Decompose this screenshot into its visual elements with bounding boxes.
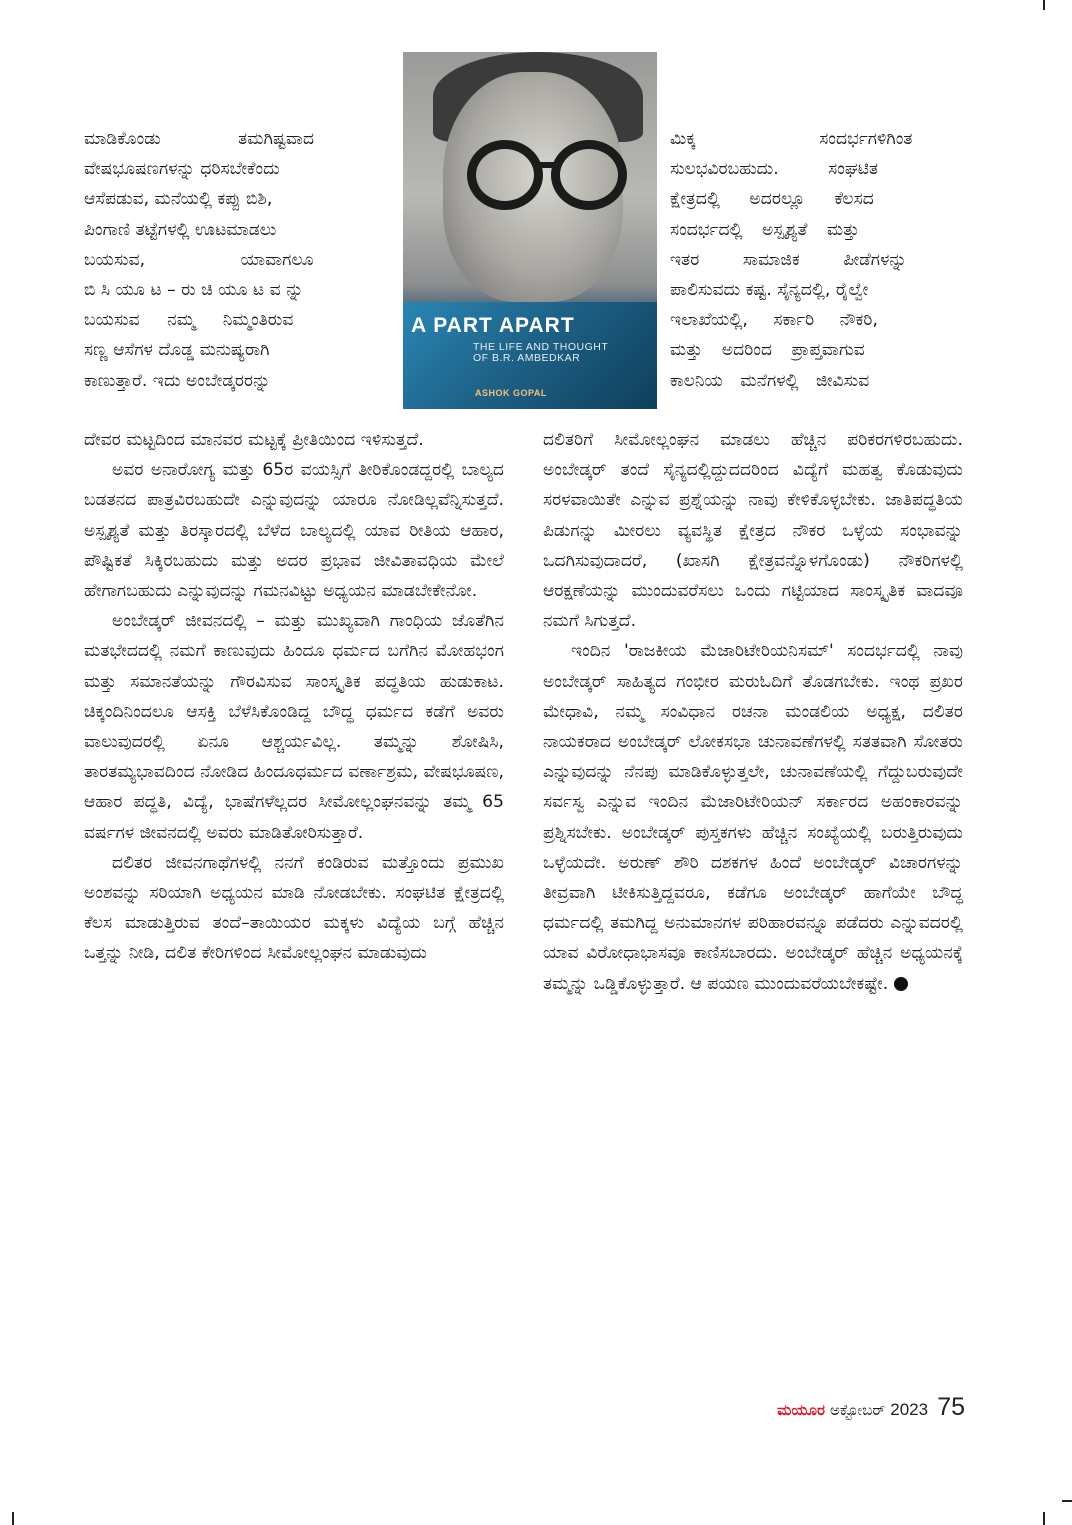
text-line: ಮಾಡಿಕೊಂಡು ತಮಗಿಷ್ಟವಾದ	[84, 129, 315, 149]
text-line: ಕಾಲನಿಯ ಮನೆಗಳಲ್ಲಿ ಜೀವಿಸುವ	[670, 370, 870, 391]
crop-mark-bottom-left	[12, 1512, 14, 1525]
paragraph: ಅಂಬೇಡ್ಕರ್ ಜೀವನದಲ್ಲಿ – ಮತ್ತು ಮುಖ್ಯವಾಗಿ ಗಾಂಧಿಯ ಜೊತೆಗಿನ ಮತಭೇದದಲ್ಲಿ ನಮಗೆ ಕಾಣುವುದು ಹಿಂದೂ ಧರ್ಮದ ಬಗೆಗಿನ ಮೋಹಭಂಗ ಮತ್ತು ಸಮಾನತೆಯನ್ನು ಗೌರವಿಸುವ ಸಾಂಸ್ಕೃತಿಕ ಪದ್ಧತಿಯ ಹುಡುಕಾಟ. ಚಿಕ್ಕಂದಿನಿಂದಲೂ ಆಸಕ್ತಿ ಬೆಳೆಸಿಕೊಂಡಿದ್ದ ಬೌದ್ಧ ಧರ್ಮದ ಕಡೆಗೆ ಅವರು ವಾಲುವುದರಲ್ಲಿ ಏನೂ ಆಶ್ಚರ್ಯವಿಲ್ಲ. ತಮ್ಮನ್ನು ಶೋಷಿಸಿ, ತಾರತಮ್ಯಭಾವದಿಂದ ನೋಡಿದ ಹಿಂದೂಧರ್ಮದ ವರ್ಣಾಶ್ರಮ, ವೇಷಭೂಷಣ, ಆಹಾರ ಪದ್ಧತಿ, ವಿದ್ಯೆ, ಭಾಷೆಗಳೆಲ್ಲದರ ಸೀಮೋಲ್ಲಂಘನವನ್ನು ತಮ್ಮ 65 ವರ್ಷಗಳ ಜೀವನದಲ್ಲಿ ಅವರು ಮಾಡಿತೋರಿಸುತ್ತಾರೆ.	[84, 611, 504, 843]
text-line: ಸಂದರ್ಭದಲ್ಲಿ ಅಸ್ಪೃಶ್ಯತೆ ಮತ್ತು	[670, 219, 860, 240]
cover-title: A PART APART	[411, 314, 575, 337]
text-line: ಪಿಂಗಾಣಿ ತಟ್ಟೆಗಳಲ್ಲಿ ಊಟಮಾಡಲು	[84, 219, 277, 240]
crop-mark-bottom-right	[1043, 1512, 1045, 1525]
paragraph: ಅವರ ಅನಾರೋಗ್ಯ ಮತ್ತು 65ರ ವಯಸ್ಸಿಗೆ ತೀರಿಕೊಂಡದ್ದರಲ್ಲಿ ಬಾಲ್ಯದ ಬಡತನದ ಪಾತ್ರವಿರಬಹುದೇ ಎನ್ನುವುದನ್ನು ಯಾರೂ ನೋಡಿಲ್ಲವೆನ್ನಿಸುತ್ತದೆ. ಅಸ್ಪೃಶ್ಯತೆ ಮತ್ತು ತಿರಸ್ಕಾರದಲ್ಲಿ ಬೆಳೆದ ಬಾಲ್ಯದಲ್ಲಿ ಯಾವ ರೀತಿಯ ಆಹಾರ, ಪೌಷ್ಟಿಕತೆ ಸಿಕ್ಕಿರಬಹುದು ಮತ್ತು ಅದರ ಪ್ರಭಾವ ಜೀವಿತಾವಧಿಯ ಮೇಲೆ ಹೇಗಾಗಬಹುದು ಎನ್ನುವುದನ್ನು ಗಮನವಿಟ್ಟು ಅಧ್ಯಯನ ಮಾಡಬೇಕೇನೋ.	[84, 460, 504, 602]
text-line: ಸಣ್ಣ ಆಸೆಗಳ ದೊಡ್ಡ ಮನುಷ್ಯರಾಗಿ	[84, 340, 270, 361]
glasses-left-lens	[467, 140, 543, 210]
glasses-bridge	[540, 162, 554, 168]
crop-mark-right-mid	[1062, 1500, 1072, 1502]
text-line: ಬಯಸುವ ನಮ್ಮ ನಿಮ್ಮಂತಿರುವ	[84, 310, 294, 331]
text-line: ಬಿ ಸಿ ಯೂ ಟ – ರು ಚಿ ಯೂ ಟ ವ ನ್ನು	[84, 280, 304, 301]
issue-month: ಅಕ್ಟೋಬರ್	[830, 1401, 886, 1419]
text-line: ಕಾಣುತ್ತಾರೆ. ಇದು ಅಂಬೇಡ್ಕರರನ್ನು	[84, 370, 271, 391]
book-cover-image	[403, 52, 657, 409]
paragraph-text: ಇಂದಿನ 'ರಾಜಕೀಯ ಮೆಜಾರಿಟೇರಿಯನಿಸಮ್' ಸಂದರ್ಭದಲ್ಲಿ ನಾವು ಅಂಬೇಡ್ಕರ್ ಸಾಹಿತ್ಯದ ಗಂಭೀರ ಮರುಓದಿಗೆ ತೊಡಗಬೇಕು. ಇಂಥ ಪ್ರಖರ ಮೇಧಾವಿ, ನಮ್ಮ ಸಂವಿಧಾನ ರಚನಾ ಮಂಡಲಿಯ ಅಧ್ಯಕ್ಷ, ದಲಿತರ ನಾಯಕರಾದ ಅಂಬೇಡ್ಕರ್ ಲೋಕಸಭಾ ಚುನಾವಣೆಗಳಲ್ಲಿ ಸತತವಾಗಿ ಸೋತರು ಎನ್ನುವುದನ್ನು ನೆನಪು ಮಾಡಿಕೊಳ್ಳುತ್ತಲೇ, ಚುನಾವಣೆಯಲ್ಲಿ ಗೆದ್ದುಬರುವುದೇ ಸರ್ವಸ್ವ ಎನ್ನುವ ಇಂದಿನ ಮೆಜಾರಿಟೇರಿಯನ್ ಸರ್ಕಾರದ ಅಹಂಕಾರವನ್ನು ಪ್ರಶ್ನಿಸಬೇಕು. ಅಂಬೇಡ್ಕರ್ ಪುಸ್ತಕಗಳು ಹೆಚ್ಚಿನ ಸಂಖ್ಯೆಯಲ್ಲಿ ಬರುತ್ತಿರುವುದು ಒಳ್ಳೆಯದೇ. ಅರುಣ್ ಶೌರಿ ದಶಕಗಳ ಹಿಂದೆ ಅಂಬೇಡ್ಕರ್ ವಿಚಾರಗಳನ್ನು ತೀವ್ರವಾಗಿ ಟೀಕಿಸುತ್ತಿದ್ದವರೂ, ಕಡೆಗೂ ಅಂಬೇಡ್ಕರ್ ಹಾಗೆಯೇ ಬೌದ್ಧ ಧರ್ಮದಲ್ಲಿ ತಮಗಿದ್ದ ಅನುಮಾನಗಳ ಪರಿಹಾರವನ್ನೂ ಪಡೆದರು ಎನ್ನುವದರಲ್ಲಿ ಯಾವ ವಿರೋಧಾಭಾಸವೂ ಕಾಣಿಸಬಾರದು. ಅಂಬೇಡ್ಕರ್ ಹೆಚ್ಚಿನ ಅಧ್ಯಯನಕ್ಕೆ ತಮ್ಮನ್ನು ಒಡ್ಡಿಕೊಳ್ಳುತ್ತಾರೆ. ಆ ಪಯಣ ಮುಂದುವರೆಯಬೇಕಷ್ಟೇ.	[543, 641, 963, 994]
article-column-right-top	[670, 124, 962, 396]
text-line: ಬಯಸುವ, ಯಾವಾಗಲೂ	[84, 249, 314, 270]
page-footer	[700, 1393, 965, 1422]
paragraph: ದಲಿತರ ಜೀವನಗಾಥೆಗಳಲ್ಲಿ ನನಗೆ ಕಂಡಿರುವ ಮತ್ತೊಂದು ಪ್ರಮುಖ ಅಂಶವನ್ನು ಸರಿಯಾಗಿ ಅಧ್ಯಯನ ಮಾಡಿ ನೋಡಬೇಕು. ಸಂಘಟಿತ ಕ್ಷೇತ್ರದಲ್ಲಿ ಕೆಲಸ ಮಾಡುತ್ತಿರುವ ತಂದೆ–ತಾಯಿಯರ ಮಕ್ಕಳು ವಿದ್ಯೆಯ ಬಗ್ಗೆ ಹೆಚ್ಚಿನ ಒತ್ತನ್ನು ನೀಡಿ, ದಲಿತ ಕೇರಿಗಳಿಂದ ಸೀಮೋಲ್ಲಂಘನ ಮಾಡುವುದು	[84, 852, 504, 964]
text-line: ಕ್ಷೇತ್ರದಲ್ಲಿ ಅದರಲ್ಲೂ ಕೆಲಸದ	[670, 189, 874, 210]
article-column-left-top	[84, 124, 394, 396]
issue-year: 2023	[890, 1400, 929, 1419]
text-line: ಆಸೆಪಡುವ, ಮನೆಯಲ್ಲಿ ಕಪ್ಪು ಬಿಶಿ,	[84, 189, 273, 210]
cover-author: ASHOK GOPAL	[475, 388, 547, 398]
page-number: 75	[937, 1393, 965, 1421]
text-line: ಮತ್ತು ಅದರಿಂದ ಪ್ರಾಪ್ತವಾಗುವ	[670, 340, 865, 361]
paragraph: ದಲಿತರಿಗೆ ಸೀಮೋಲ್ಲಂಘನ ಮಾಡಲು ಹೆಚ್ಚಿನ ಪರಿಕರಗಳಿರಬಹುದು. ಅಂಬೇಡ್ಕರ್ ತಂದೆ ಸೈನ್ಯದಲ್ಲಿದ್ದುದದರಿಂದ ವಿದ್ಯೆಗೆ ಮಹತ್ವ ಕೊಡುವುದು ಸರಳವಾಯಿತೇ ಎನ್ನುವ ಪ್ರಶ್ನೆಯನ್ನು ನಾವು ಕೇಳಿಕೊಳ್ಳಬೇಕು. ಜಾತಿಪದ್ಧತಿಯ ಪಿಡುಗನ್ನು ಮೀರಲು ವ್ಯವಸ್ಥಿತ ಕ್ಷೇತ್ರದ ನೌಕರ ಒಳ್ಳೆಯ ಸಂಭಾವನ್ನು ಒದಗಿಸುವುದಾದರೆ, (ಖಾಸಗಿ ಕ್ಷೇತ್ರವನ್ನೊಳಗೊಂಡು) ನೌಕರಿಗಳಲ್ಲಿ ಆರಕ್ಷಣೆಯನ್ನು ಮುಂದುವರೆಸಲು ಒಂದು ಗಟ್ಟಿಯಾದ ಸಾಂಸ್ಕೃತಿಕ ವಾದವೂ ನಮಗೆ ಸಿಗುತ್ತದೆ.	[543, 430, 963, 632]
glasses-right-lens	[551, 140, 627, 210]
magazine-name: ಮಯೂರ	[777, 1401, 825, 1419]
crop-mark-top-right	[1043, 0, 1045, 10]
end-mark-icon	[894, 977, 908, 991]
paragraph: ದೇವರ ಮಟ್ಟದಿಂದ ಮಾನವರ ಮಟ್ಟಕ್ಕೆ ಪ್ರೀತಿಯಿಂದ ಇಳಿಸುತ್ತದೆ.	[84, 430, 424, 450]
text-line: ಇಲಾಖೆಯಲ್ಲಿ, ಸರ್ಕಾರಿ ನೌಕರಿ,	[670, 310, 878, 331]
article-column-right-bottom	[543, 425, 963, 999]
text-line: ವೇಷಭೂಷಣಗಳನ್ನು ಧರಿಸಬೇಕೆಂದು	[84, 159, 280, 180]
text-line: ಪಾಲಿಸುವದು ಕಷ್ಟ. ಸೈನ್ಯದಲ್ಲಿ, ರೈಲ್ವೇ	[670, 280, 869, 301]
text-line: ಸುಲಭವಿರಬಹುದು. ಸಂಘಟಿತ	[670, 159, 879, 180]
text-line: ಇತರ ಸಾಮಾಜಿಕ ಪೀಡೆಗಳನ್ನು	[670, 249, 907, 270]
article-column-left-bottom	[84, 425, 504, 969]
paragraph-last	[543, 636, 963, 998]
cover-subtitle: THE LIFE AND THOUGHT OF B.R. AMBEDKAR	[473, 341, 609, 364]
text-line: ಮಿಕ್ಕ ಸಂದರ್ಭಗಳಿಗಿಂತ	[670, 129, 913, 149]
